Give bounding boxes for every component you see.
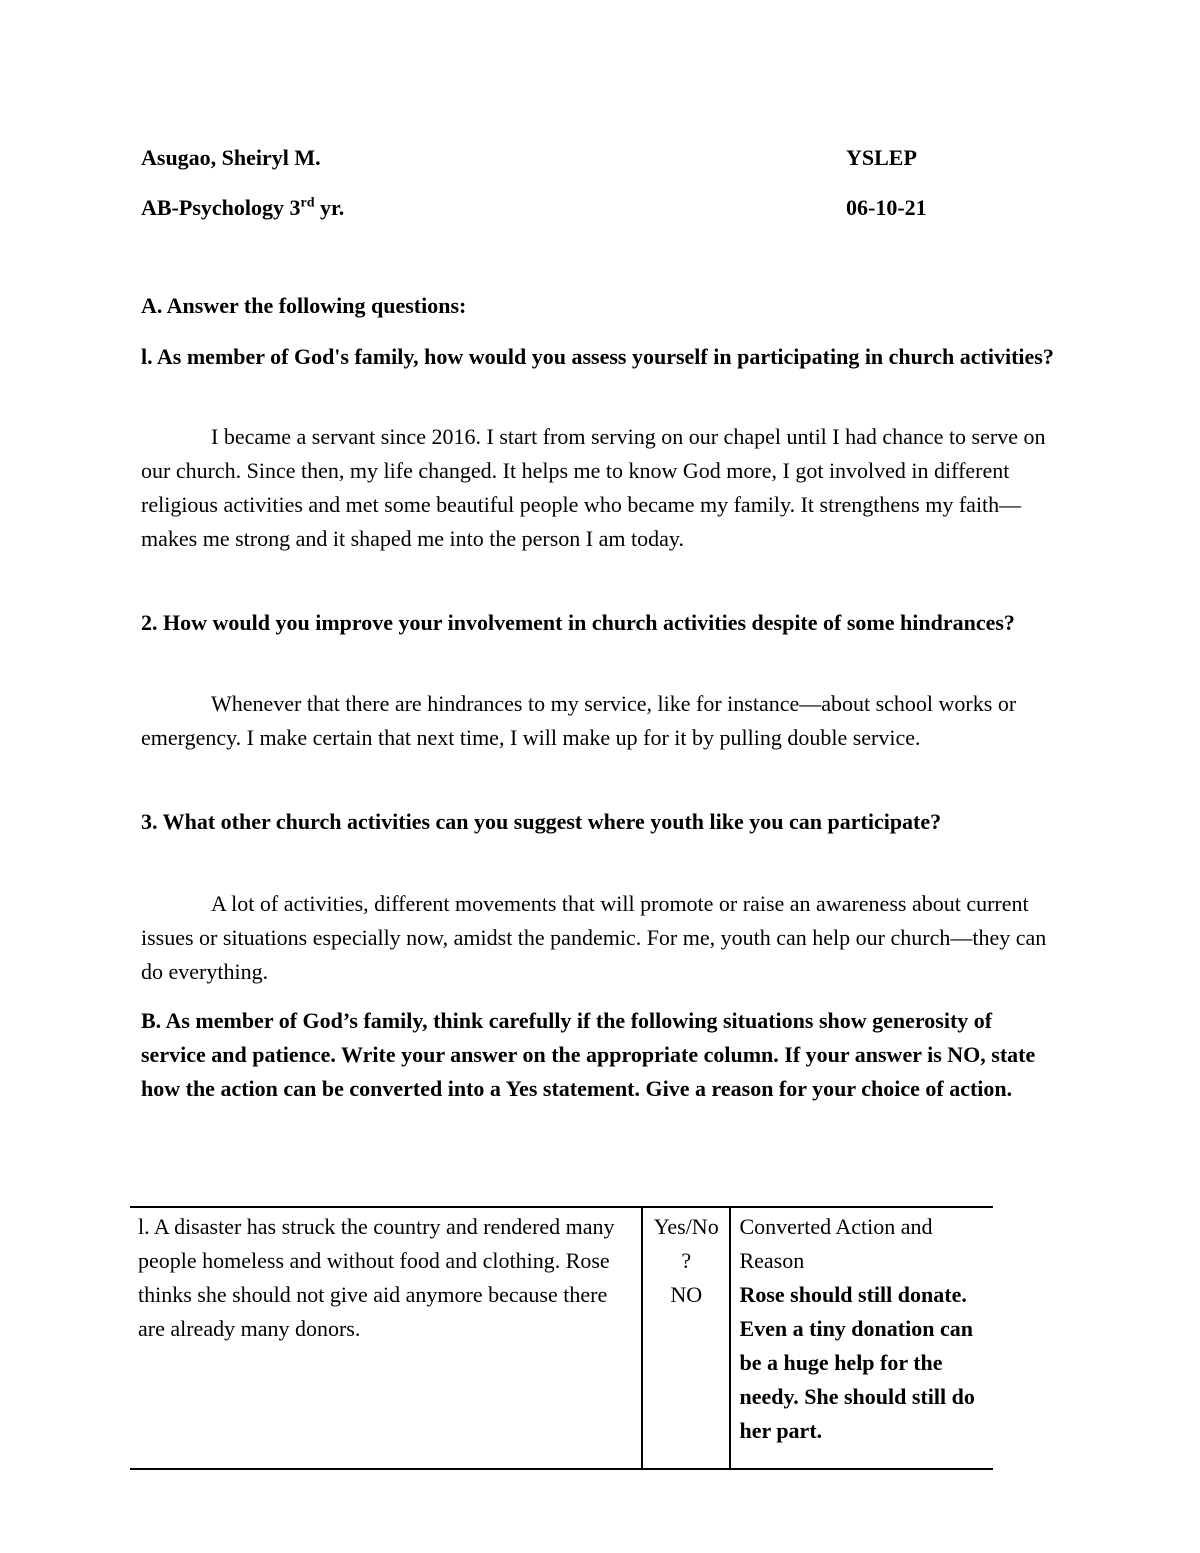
answer-3: A lot of activities, different movements that will promote or raise an awareness about current issues or situations especially now, amidst the pandemic. For me, youth can help our church—they can do everything. <box>141 891 1047 984</box>
subject-code: YSLEP <box>846 145 917 170</box>
converted-action-header: Converted Action and Reason <box>739 1214 933 1273</box>
answer-1: I became a servant since 2016. I start from serving on our chapel until I had chance to serve on our church. Since then, my life changed. It helps me to know God more, I got involved in different religious activities and met some beautiful people who became my family. It strengthens my faith— makes me strong and it shaped me into the person I am today. <box>141 424 1046 551</box>
converted-action-answer: Rose should still donate. Even a tiny donation can be a huge help for the needy. She should still do her part. <box>739 1282 975 1443</box>
student-name: Asugao, Sheiryl M. <box>141 145 321 170</box>
question-1: l. As member of God's family, how would you assess yourself in participating in church activities? <box>141 344 1054 369</box>
answer-2: Whenever that there are hindrances to my service, like for instance—about school works or emergency. I make certain that next time, I will make up for it by pulling double service. <box>141 691 1017 750</box>
yes-no-cell <box>642 1207 731 1469</box>
date: 06-10-21 <box>846 195 927 220</box>
yes-no-answer: NO <box>670 1282 703 1307</box>
course-year <box>141 195 344 221</box>
situation-cell: l. A disaster has struck the country and rendered many people homeless and without food and clothing. Rose thinks she should not give aid anymore because there are already many donors. <box>130 1207 642 1469</box>
question-3: 3. What other church activities can you suggest where youth like you can participate? <box>141 809 942 834</box>
yes-no-header: Yes/No ? <box>653 1214 719 1273</box>
course-ordinal: rd <box>300 195 315 211</box>
course-suffix: yr. <box>314 195 345 220</box>
question-2: 2. How would you improve your involvement in church activities despite of some hindrances? <box>141 610 1015 635</box>
section-a-title: A. Answer the following questions: <box>141 293 467 318</box>
section-b-instructions: B. As member of God’s family, think carefully if the following situations show generosity of service and patience. Write your answer on the appropriate column. If your answer is NO, state how the action can be converted into a Yes statement. Give a reason for your choice of action. <box>141 1008 1036 1101</box>
converted-action-cell <box>730 1207 993 1469</box>
situation-table <box>130 1206 993 1470</box>
course-prefix: AB-Psychology 3 <box>141 195 301 220</box>
table-row <box>130 1207 993 1469</box>
